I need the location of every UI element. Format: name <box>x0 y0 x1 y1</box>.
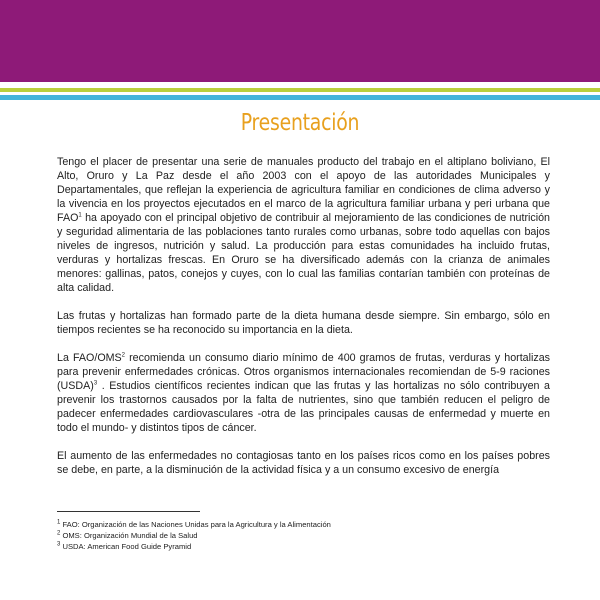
footnote-ref-3: 3 <box>93 380 98 387</box>
paragraph-4: El aumento de las enfermedades no contagiosas tanto en los países ricos como en los países pobres se debe, en parte, a la disminución de la actividad física y a un consumo excesivo de energía <box>57 450 550 476</box>
header-band <box>0 0 600 82</box>
paragraph-1: Tengo el placer de presentar una serie de manuales producto del trabajo en el altiplano boliviano, El Alto, Oruro y La Paz desde el año 2003 con el apoyo de las autoridades Municipales y Departamentales, que reflejan la experiencia de agricultura familiar en condiciones de clima adverso y la vivencia en los proyectos ejecutados en el marco de la agricultura familiar urbana y peri urbana que FAO$^1$ ha apoyado con el principal objetivo de contribuir al mejoramiento de las condiciones de nutrición y seguridad alimentaria de las poblaciones tanto rurales como urbanas, sobre todo aquellas con bajos niveles de ingresos, nutrición y salud. La producción para estas comunidades ha incluido frutas, verduras y hortalizas frescas. En Oruro se ha diversificado además con la crianza de animales menores: gallinas, patos, conejos y cuyes, con lo cual las familias contarían también con proteínas de alta calidad. <box>57 156 550 294</box>
footnote-ref-2: 2 <box>121 352 126 359</box>
footnote-ref-1: 1 <box>78 212 82 219</box>
footnotes <box>57 519 537 552</box>
footnote-divider <box>57 511 200 512</box>
footnote-item: $^3$ USDA: American Food Guide Pyramid <box>57 541 192 551</box>
body-text <box>57 155 550 477</box>
paragraph-3: La FAO/OMS$^2$ recomienda un consumo diario mínimo de 400 gramos de frutas, verduras y hortalizas para prevenir enfermedades crónicas. Otros organismos internacionales recomiendan de 5-9 raciones (USDA)$^3$ . Estudios científicos recientes indican que las frutas y las hortalizas no sólo contribuyen a prevenir los trastornos causados por la falta de nutrientes, sino que también reducen el peligro de padecer enfermedades cardiovasculares -otra de las principales causas de enfermedad y muerte en todo el mundo- y distintos tipos de cáncer. <box>57 352 550 434</box>
footnote-item: $^2$ OMS: Organización Mundial de la Salud <box>57 530 198 540</box>
page-title: Presentación <box>240 110 360 136</box>
footnote-item: $^1$ FAO: Organización de las Naciones Unidas para la Agricultura y la Alimentación <box>57 519 331 529</box>
paragraph-2: Las frutas y hortalizas han formado parte de la dieta humana desde siempre. Sin embargo, sólo en tiempos recientes se ha reconocido su importancia en la dieta. <box>57 310 550 336</box>
green-stripe <box>0 88 600 92</box>
blue-stripe <box>0 95 600 100</box>
